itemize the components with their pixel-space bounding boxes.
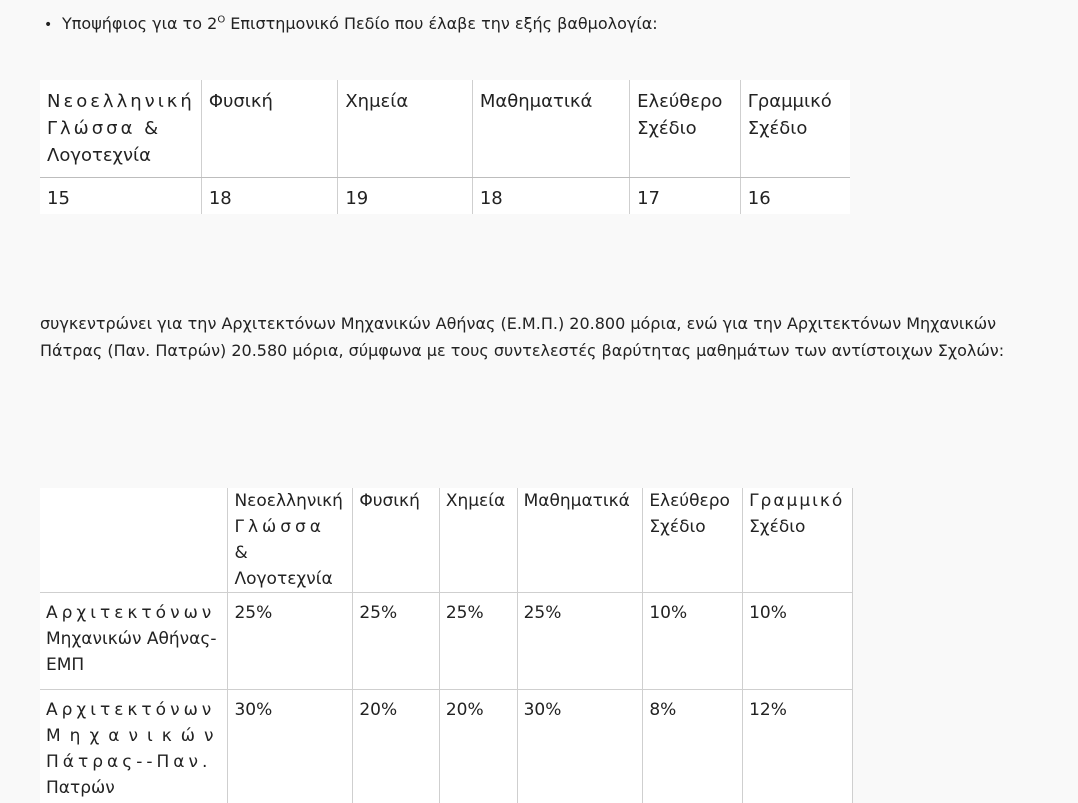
school-name-patras: Αρχιτεκτόνων Μηχανικών Πάτρας--Παν. Πατρών: [40, 690, 228, 803]
coef-value: 25%: [517, 593, 643, 690]
coef-header-empty: [40, 488, 228, 593]
grades-header-physics: Φυσική: [201, 80, 338, 178]
grades-table: [40, 80, 850, 214]
intro-text: Υποψήφιος για το 2: [62, 14, 217, 33]
coef-header-language: Νεοελληνική Γλώσσα & Λογοτεχνία: [228, 488, 353, 593]
bullet-icon: •: [44, 17, 62, 33]
grade-value: 18: [201, 178, 338, 215]
coef-row-patras: [40, 690, 853, 803]
grades-header-linear: Γραμμικό Σχέδιο: [740, 80, 850, 178]
coef-header-freehand: Ελεύθερο Σχέδιο: [643, 488, 743, 593]
coefficients-table: [40, 488, 853, 803]
coef-value: 30%: [517, 690, 643, 803]
grades-header-row: [40, 80, 850, 178]
coef-header-linear: Γραμμικό Σχέδιο: [743, 488, 853, 593]
grade-value: 17: [630, 178, 741, 215]
grade-value: 18: [472, 178, 629, 215]
grades-header-freehand: Ελεύθερο Σχέδιο: [630, 80, 741, 178]
grade-value: 19: [338, 178, 473, 215]
coef-value: 25%: [353, 593, 440, 690]
coef-header-math: Μαθηματικά: [517, 488, 643, 593]
coef-value: 25%: [228, 593, 353, 690]
coef-value: 10%: [743, 593, 853, 690]
intro-line: [44, 14, 658, 33]
coef-value: 20%: [439, 690, 517, 803]
coef-value: 10%: [643, 593, 743, 690]
coef-value: 20%: [353, 690, 440, 803]
coef-value: 30%: [228, 690, 353, 803]
grades-header-chemistry: Χημεία: [338, 80, 473, 178]
coef-header-chemistry: Χημεία: [439, 488, 517, 593]
grade-value: 16: [740, 178, 850, 215]
grades-value-row: [40, 178, 850, 215]
coef-value: 25%: [439, 593, 517, 690]
coef-header-row: [40, 488, 853, 593]
school-name-athens: Αρχιτεκτόνων Μηχανικών Αθήνας- ΕΜΠ: [40, 593, 228, 690]
intro-text-rest: Επιστημονικό Πεδίο που έλαβε την εξής βαθμολογία:: [225, 14, 658, 33]
grades-header-language: Νεοελληνική Γλώσσα & Λογοτεχνία: [40, 80, 201, 178]
coef-value: 8%: [643, 690, 743, 803]
coef-header-physics: Φυσική: [353, 488, 440, 593]
grade-value: 15: [40, 178, 201, 215]
points-paragraph: συγκεντρώνει για την Αρχιτεκτόνων Μηχανικών Αθήνας (Ε.Μ.Π.) 20.800 μόρια, ενώ για την Αρχιτεκτόνων Μηχανικών Πάτρας (Παν. Πατρών) 20.580 μόρια, σύμφωνα με τους συντελεστές βαρύτητας μαθημάτων των αντίστοιχων Σχολών:: [40, 310, 1055, 364]
coef-row-athens: [40, 593, 853, 690]
grades-header-math: Μαθηματικά: [472, 80, 629, 178]
coef-value: 12%: [743, 690, 853, 803]
intro-superscript: Ο: [217, 15, 225, 26]
